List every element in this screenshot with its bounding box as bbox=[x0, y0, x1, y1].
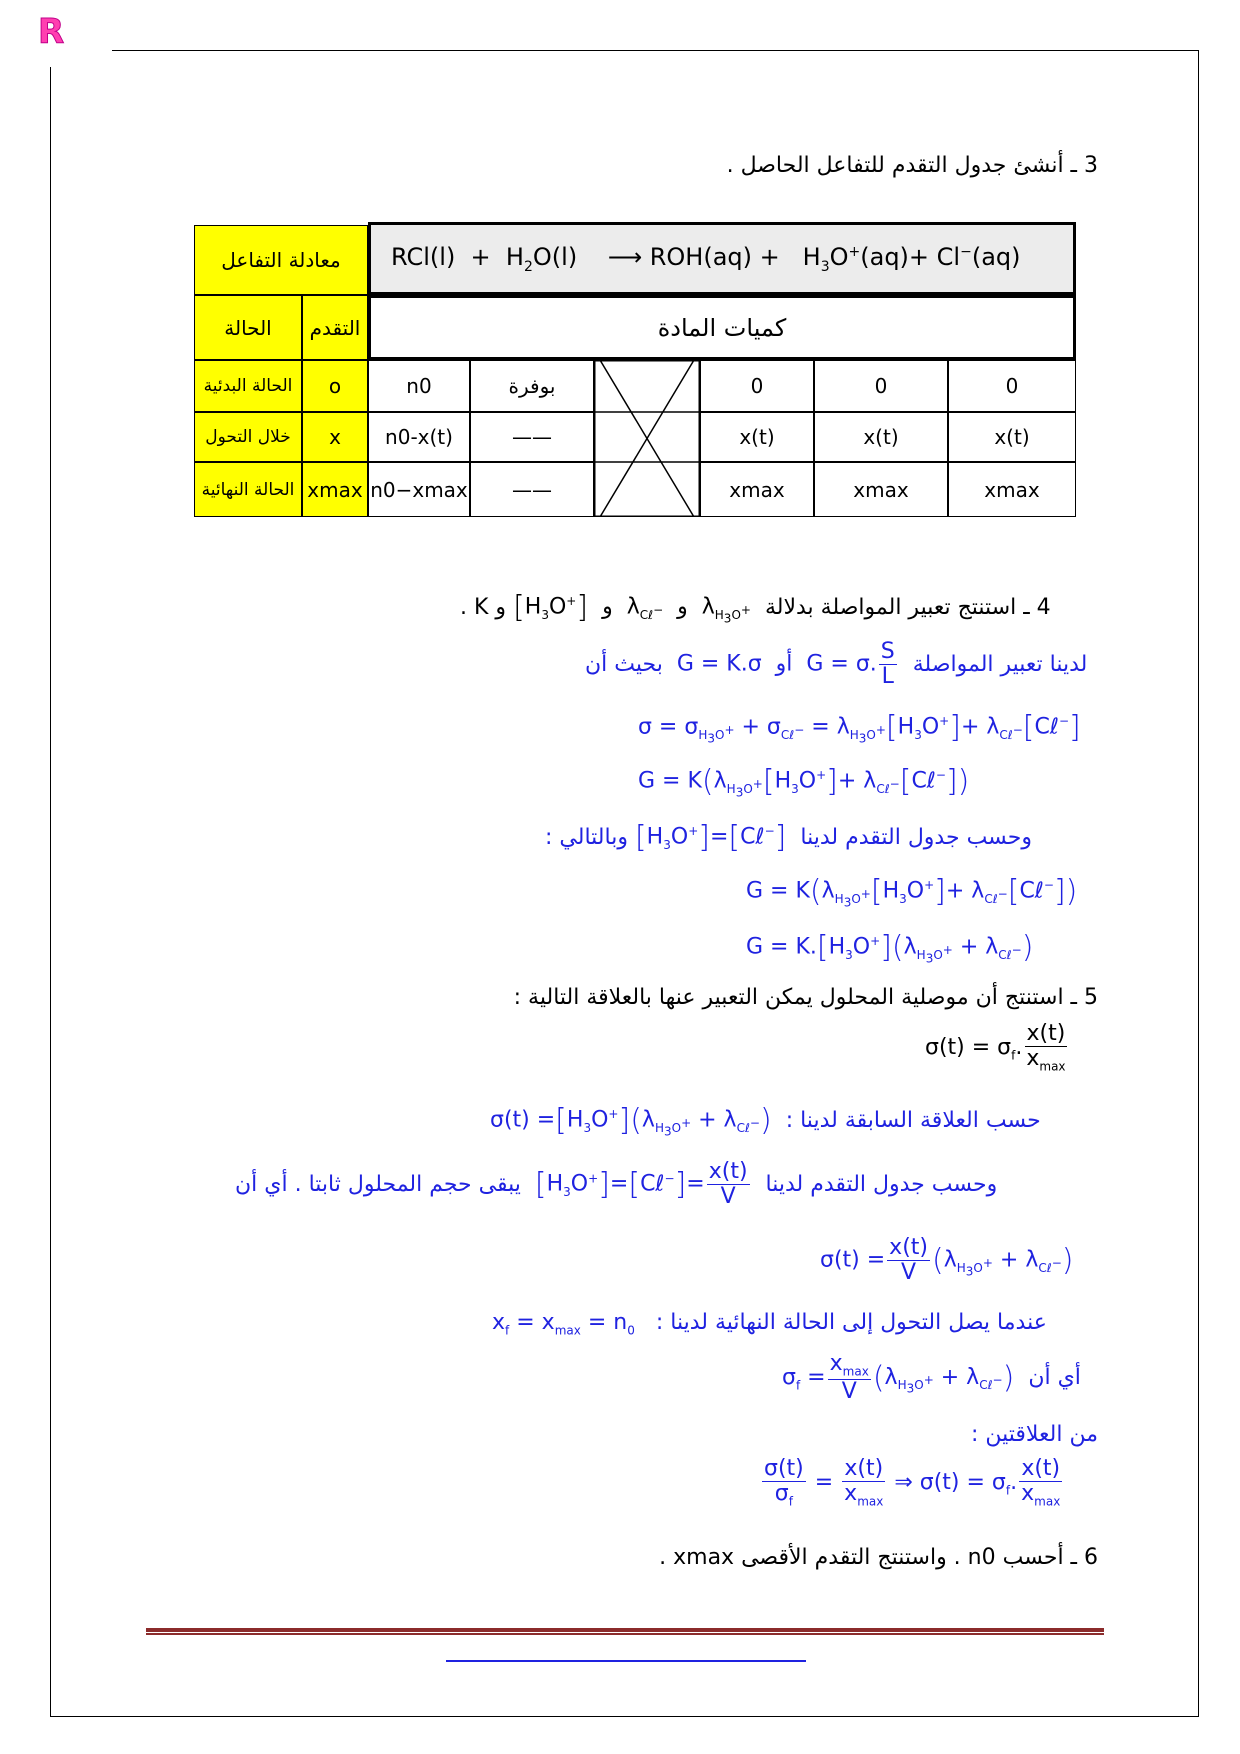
equation-label-cell bbox=[194, 225, 368, 295]
l1-or: أو bbox=[775, 651, 793, 677]
row1-c1 bbox=[368, 360, 470, 412]
row1-c6 bbox=[948, 360, 1076, 412]
state-label: الحالة bbox=[224, 315, 272, 340]
footer-rule-thin bbox=[146, 1633, 1104, 1635]
from-two-relations: من العلاقتين : bbox=[970, 1422, 1098, 1447]
page-border-top bbox=[112, 50, 1198, 51]
l6-text: وحسب جدول التقدم لدينا bbox=[765, 1171, 998, 1197]
sigma-t-previous: $\sigma(t) =[H_3O^+](\lambda_{H_3O^+} + \lambda_{C\ell^-})$ حسب العلاقة السابقة لدينا : bbox=[490, 1103, 1041, 1139]
row3-c1-text: n0−xmax bbox=[370, 477, 468, 502]
q4-text: 4 ـ استنتج تعبير المواصلة بدلالة bbox=[764, 594, 1051, 620]
row2-c5 bbox=[814, 412, 948, 462]
reaction-equation: $RCl(l) + H_2O(l)$ ⟶ $ROH(aq) + H_3O^+(aq)+ Cl^-(aq)$ bbox=[391, 242, 1021, 275]
row1-state-text: الحالة البدئية bbox=[203, 376, 293, 396]
logo: R bbox=[38, 12, 65, 52]
row3-state bbox=[194, 462, 302, 517]
row3-adv bbox=[302, 462, 368, 517]
row2-c5-text: x(t) bbox=[863, 425, 899, 449]
conductance-definition: بحيث أن G = K.σ أو G = σ. $\frac{S}{L}$ لدينا تعبير المواصلة bbox=[585, 639, 1088, 690]
sigma-f-relation: $\sigma_f$ = $\frac{x_{max}}{V}$ $(\lambda_{H_3O^+} + \lambda_{C\ell^-})$ أي أن bbox=[782, 1351, 1081, 1404]
g-expression-3: $G = K.[H_3O^+](\lambda_{H_3O^+} + \lambda_{C\ell^-})$ bbox=[746, 930, 1034, 966]
row1-c2 bbox=[470, 360, 594, 412]
amounts-label-cell bbox=[368, 295, 1076, 360]
advance-label-cell bbox=[302, 295, 368, 360]
question-3: 3 ـ أنشئ جدول التقدم للتفاعل الحاصل . bbox=[726, 153, 1098, 178]
footer-rule-thick bbox=[146, 1628, 1104, 1632]
concentration-relation: يبقى حجم المحلول ثابتا . أي أن $[H_3O^+]=[C\ell^-]=$ $\frac{x(t)}{V}$ وحسب جدول التقدم لدينا bbox=[235, 1159, 998, 1210]
row3-c1 bbox=[368, 462, 470, 517]
row2-adv-text: x bbox=[329, 425, 341, 449]
equation-label: معادلة التفاعل bbox=[221, 248, 341, 272]
row3-c5 bbox=[814, 462, 948, 517]
l7-text: عندما يصل التحول إلى الحالة النهائية لدينا : bbox=[655, 1310, 1047, 1335]
question-4: و K . $[H_3O^+]$ و $\lambda_{C\ell^-}$ و $\lambda_{H_3O^+}$ 4 ـ استنتج تعبير المواصلة بدلالة bbox=[460, 590, 1051, 626]
row1-c1-text: n0 bbox=[406, 374, 432, 398]
row2-state-text: خلال التحول bbox=[205, 427, 291, 447]
l1-end: بحيث أن bbox=[585, 651, 663, 677]
g-expression-2: $G = K(\lambda_{H_3O^+}[H_3O^+]+$ $\lambda_{C\ell^-}[C\ell^-]$) bbox=[746, 874, 1078, 910]
q4-and: و bbox=[602, 594, 613, 620]
row3-c6 bbox=[948, 462, 1076, 517]
state-label-cell bbox=[194, 295, 302, 360]
final-state-relation: $x_f = x_{max} = n_0$ عندما يصل التحول إلى الحالة النهائية لدينا : bbox=[492, 1310, 1047, 1338]
l5-text: حسب العلاقة السابقة لدينا : bbox=[785, 1107, 1041, 1133]
advance-label: التقدم bbox=[309, 315, 361, 340]
sigma-t-volume: σ(t) = $\frac{x(t)}{V}$ $(\lambda_{H_3O^+} + \lambda_{C\ell^-})$ bbox=[820, 1235, 1074, 1286]
l4-end: وبالتالي : bbox=[545, 824, 628, 850]
l1-text: لدينا تعبير المواصلة bbox=[912, 651, 1088, 677]
row2-c6-text: x(t) bbox=[994, 425, 1030, 449]
page-border-right bbox=[1198, 50, 1199, 1717]
l8-text: أي أن bbox=[1028, 1364, 1081, 1390]
amounts-label: كميات المادة bbox=[657, 313, 787, 342]
row2-c4-text: x(t) bbox=[739, 425, 775, 449]
final-derivation: $\frac{\sigma(t)}{\sigma_f}$ = $\frac{x(t)}{x_{max}}$ ⇒ $\sigma(t) = \sigma_f$. $\frac{x(t)}{x_{max}}$ bbox=[764, 1456, 1061, 1509]
row3-adv-text: xmax bbox=[307, 477, 363, 502]
row1-c2-text: بوفرة bbox=[508, 374, 556, 398]
row2-state bbox=[194, 412, 302, 462]
row2-c2-text: —— bbox=[512, 425, 552, 449]
row1-adv bbox=[302, 360, 368, 412]
row2-c6 bbox=[948, 412, 1076, 462]
row1-c5-text: 0 bbox=[874, 374, 888, 398]
row2-c1 bbox=[368, 412, 470, 462]
equation-cell bbox=[368, 222, 1076, 295]
question-6: 6 ـ أحسب n0 . واستنتج التقدم الأقصى xmax . bbox=[659, 1545, 1098, 1570]
question-5: 5 ـ استنتج أن موصلية المحلول يمكن التعبير عنها بالعلاقة التالية : bbox=[513, 985, 1098, 1010]
row3-c2 bbox=[470, 462, 594, 517]
q4-and-2: و bbox=[677, 594, 688, 620]
row3-c2-text: —— bbox=[512, 477, 552, 502]
row1-c6-text: 0 bbox=[1005, 374, 1019, 398]
crossed-cell bbox=[594, 360, 700, 517]
page-border-left bbox=[50, 67, 51, 1717]
table-consequence: وبالتالي : $[H_3O^+]=[C\ell^-]$ وحسب جدول التقدم لدينا bbox=[545, 820, 1033, 855]
l4-text: وحسب جدول التقدم لدينا bbox=[800, 824, 1033, 850]
row3-c6-text: xmax bbox=[984, 477, 1040, 502]
g-expression-1: $G = K(\lambda_{H_3O^+}[H_3O^+]+$ $\lambda_{C\ell^-}[C\ell^-]$) bbox=[638, 764, 970, 800]
row1-c4 bbox=[700, 360, 814, 412]
sigma-expression: $\sigma = \sigma_{H_3O^+} + \sigma_{C\ell^-} = \lambda_{H_3O^+}[H_3O^+]+$ $\lambda_{C\ell^-}[C\ell^-]$ bbox=[638, 710, 1081, 746]
page-border-bottom bbox=[50, 1716, 1199, 1717]
row3-c4-text: xmax bbox=[729, 477, 785, 502]
footer-link-line bbox=[446, 1660, 806, 1662]
row3-c4 bbox=[700, 462, 814, 517]
row1-adv-text: o bbox=[328, 374, 342, 398]
row2-c1-text: n0-x(t) bbox=[385, 425, 453, 449]
row2-c2 bbox=[470, 412, 594, 462]
row1-c5 bbox=[814, 360, 948, 412]
row2-adv bbox=[302, 412, 368, 462]
q4-end: و K . bbox=[460, 594, 507, 620]
row1-state bbox=[194, 360, 302, 412]
row3-c5-text: xmax bbox=[853, 477, 909, 502]
row2-c4 bbox=[700, 412, 814, 462]
l6-mid: يبقى حجم المحلول ثابتا . أي أن bbox=[235, 1171, 521, 1197]
row1-c4-text: 0 bbox=[750, 374, 764, 398]
sigma-t-relation: $\sigma(t) = \sigma_f$. $\frac{x(t)}{x_{max}}$ bbox=[925, 1021, 1066, 1074]
row3-state-text: الحالة النهائية bbox=[201, 479, 295, 500]
